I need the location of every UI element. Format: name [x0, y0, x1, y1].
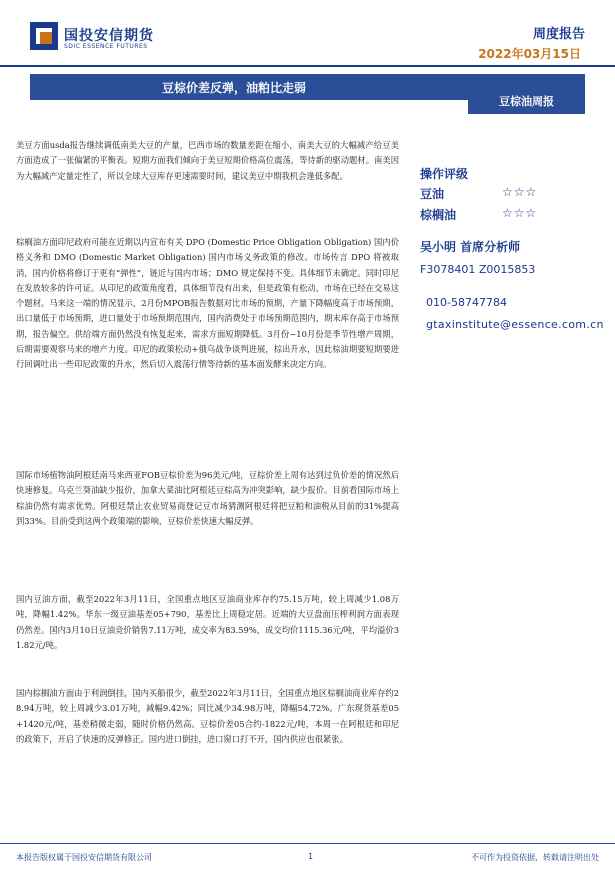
rating-row-palm-oil [420, 206, 550, 224]
paragraph-domestic-soy-oil: 国内豆油方面，截至2022年3月11日，全国重点地区豆油商业库存约75.15万吨，较上周减少1.08万吨，降幅1.42%。华东一级豆油基差05+790，基差比上周稳定居。近端的大豆盘面压榨利润方面表现仍然差。国内3月10日豆油竞价销售7.11万吨，成交率为83.59%，成交均价1115.36元/吨，平均溢价31.82元/吨。 [16, 594, 399, 650]
page-number: 1 [308, 852, 314, 861]
report-header [0, 0, 615, 70]
paragraph-domestic-palm-oil: 国内棕榈油方面由于利润倒挂，国内买船很少，截至2022年3月11日，全国重点地区棕榈油商业库存约28.94万吨，较上周减少3.01万吨，减幅9.42%；同比减少34.98万吨，降幅54.72%。广东现货基差05+1420元/吨，基差稍微走弱，随时价格仍然高。豆棕价差05合约-1822元/吨，本周一在阿根廷和印尼的政策下，开启了快速的反弹修正。国内进口倒挂，进口窗口打不开，国内供应也很紧张。 [16, 688, 399, 744]
paragraph-soybean-us: 美豆方面usda报告继续调低南美大豆的产量，巴西市场的数量差距在缩小，南美大豆的大幅减产给豆美方面造成了一张偏紧的平衡表。短期方面我们倾向于美豆短期价格高位震荡，等待新的驱动题材。南美因为大幅减产定量定性了，所以全球大豆库存更速需要时间，建议美豆中期我机会逢低多配。 [16, 140, 399, 181]
footer-divider [0, 843, 615, 844]
company-name-en: SDIC ESSENCE FUTURES [64, 43, 148, 50]
rating-stars-icon: ☆☆☆ [502, 185, 538, 199]
company-name-cn: 国投安信期货 [64, 28, 154, 44]
company-logo-icon [30, 22, 58, 50]
rating-stars-icon: ☆☆☆ [502, 206, 538, 220]
paragraph-international-market: 国际市场植物油阿根廷南马来西亚FOB豆棕价差为96美元/吨，豆棕价差上周有达到过负价差的情况然后快速修复。乌克兰葵油缺少报价，加拿大菜油比阿根廷豆棕高为冲突影响，缺少报价。目前看国际市场上棕油仍然有需求优势。阿根廷禁止农业贸易商登记豆市场猜测阿根廷将把豆粕和油税从目前的31%提高到33%。目前受到这两个政策端的影响，豆棕价差快速大幅反弹。 [16, 470, 399, 526]
footer-disclaimer: 不可作为投资依据，转载请注明出处 [471, 853, 599, 862]
contact-phone: 010-58747784 [426, 296, 507, 309]
report-title: 豆棕价差反弹，油粕比走弱 [162, 81, 307, 95]
rating-name: 豆油 [420, 187, 445, 201]
contact-email[interactable]: gtaxinstitute@essence.com.cn [426, 318, 604, 331]
analyst-certificate: F3078401 Z0015853 [420, 263, 536, 276]
report-date: 2022年03月15日 [478, 47, 581, 61]
report-tag: 豆棕油周报 [468, 90, 585, 114]
footer-copyright: 本报告版权属于国投安信期货有限公司 [16, 853, 152, 862]
analyst-name: 吴小明 首席分析师 [420, 240, 521, 254]
header-divider [0, 65, 615, 67]
rating-title: 操作评级 [420, 167, 469, 181]
report-type: 周度报告 [532, 27, 585, 42]
paragraph-palm-oil-policy: 棕榈油方面印尼政府可能在近期以内宣布有关 DPO (Domestic Price Obligation Obligation) 国内价格义务和 DMO (Domestic Market Obligation) 国内市场义务政策的修改。市场传言 DPO 将被取消，国内价格将修订于更有“弹性”，链近与国内市场；DMO 规定保持不变。具体细节未确定。同时印尼在发放较多的许可证。从印尼的政策角度看，具体细节没有出来，但是政策有松动，市场在已经在交易这个题材。马来这一端的情况显示，2月份MPOB报告数据对比市场的预期，产量下降幅度高于市场预期，出口量低于市场预期，进口量处于市场预期范围内，国内消费处于市场预期范围内，期末库存高于市场预期，报告偏空。供给端方面仍然没有恢复起来，需求方面短期降低。3月份~10月份是季节性增产周期，后期需要观察马来的增产力度。印尼的政策松动+俄乌战争谈判进展，棕出升水，因此棕油期要短期要进行回调吐出一些印尼政策的升水，然后切入震荡行情等待新的基本面发酵来决定方向。 [16, 237, 399, 370]
rating-name: 棕榈油 [420, 208, 457, 222]
title-band [30, 74, 585, 108]
rating-row-soy-oil [420, 185, 550, 203]
